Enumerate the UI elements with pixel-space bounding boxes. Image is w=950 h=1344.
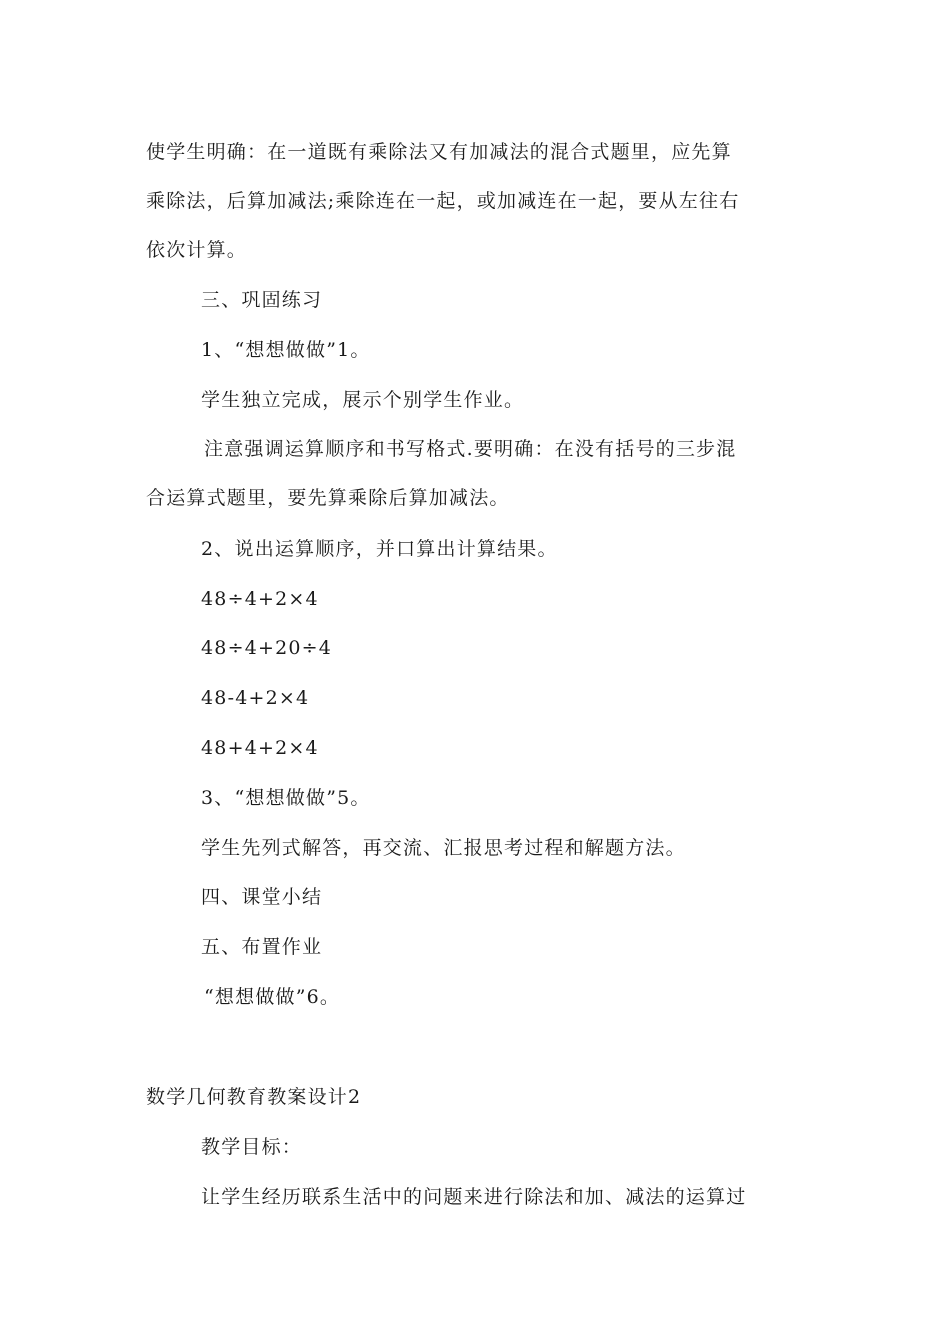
math-expression: 48-4+2×4: [201, 687, 310, 709]
paragraph-line: 学生独立完成，展示个别学生作业。: [201, 389, 525, 411]
exercise-item: 2、说出运算顺序，并口算出计算结果。: [201, 538, 558, 560]
document-title: 数学几何教育教案设计2: [146, 1086, 362, 1108]
paragraph-line: 依次计算。: [146, 239, 248, 261]
math-expression: 48÷4+2×4: [201, 588, 319, 610]
exercise-item: 1、“想想做做”1。: [201, 339, 371, 361]
section-heading: 教学目标：: [201, 1136, 303, 1158]
math-expression: 48÷4+20÷4: [201, 637, 333, 659]
paragraph-line: 让学生经历联系生活中的问题来进行除法和加、减法的运算过: [201, 1186, 747, 1208]
exercise-item: 3、“想想做做”5。: [201, 787, 371, 809]
paragraph-line: 学生先列式解答，再交流、汇报思考过程和解题方法。: [201, 837, 686, 859]
section-heading: 四、课堂小结: [201, 886, 323, 908]
paragraph-line: 合运算式题里，要先算乘除后算加减法。: [146, 487, 510, 509]
section-heading: 三、巩固练习: [201, 289, 323, 311]
paragraph-line: 注意强调运算顺序和书写格式.要明确：在没有括号的三步混: [204, 438, 737, 460]
math-expression: 48+4+2×4: [201, 737, 319, 759]
paragraph-line: 使学生明确：在一道既有乘除法又有加减法的混合式题里，应先算: [146, 141, 732, 163]
paragraph-line: “想想做做”6。: [204, 986, 341, 1008]
paragraph-line: 乘除法，后算加减法;乘除连在一起，或加减连在一起，要从左往右: [146, 190, 740, 212]
section-heading: 五、布置作业: [201, 936, 323, 958]
